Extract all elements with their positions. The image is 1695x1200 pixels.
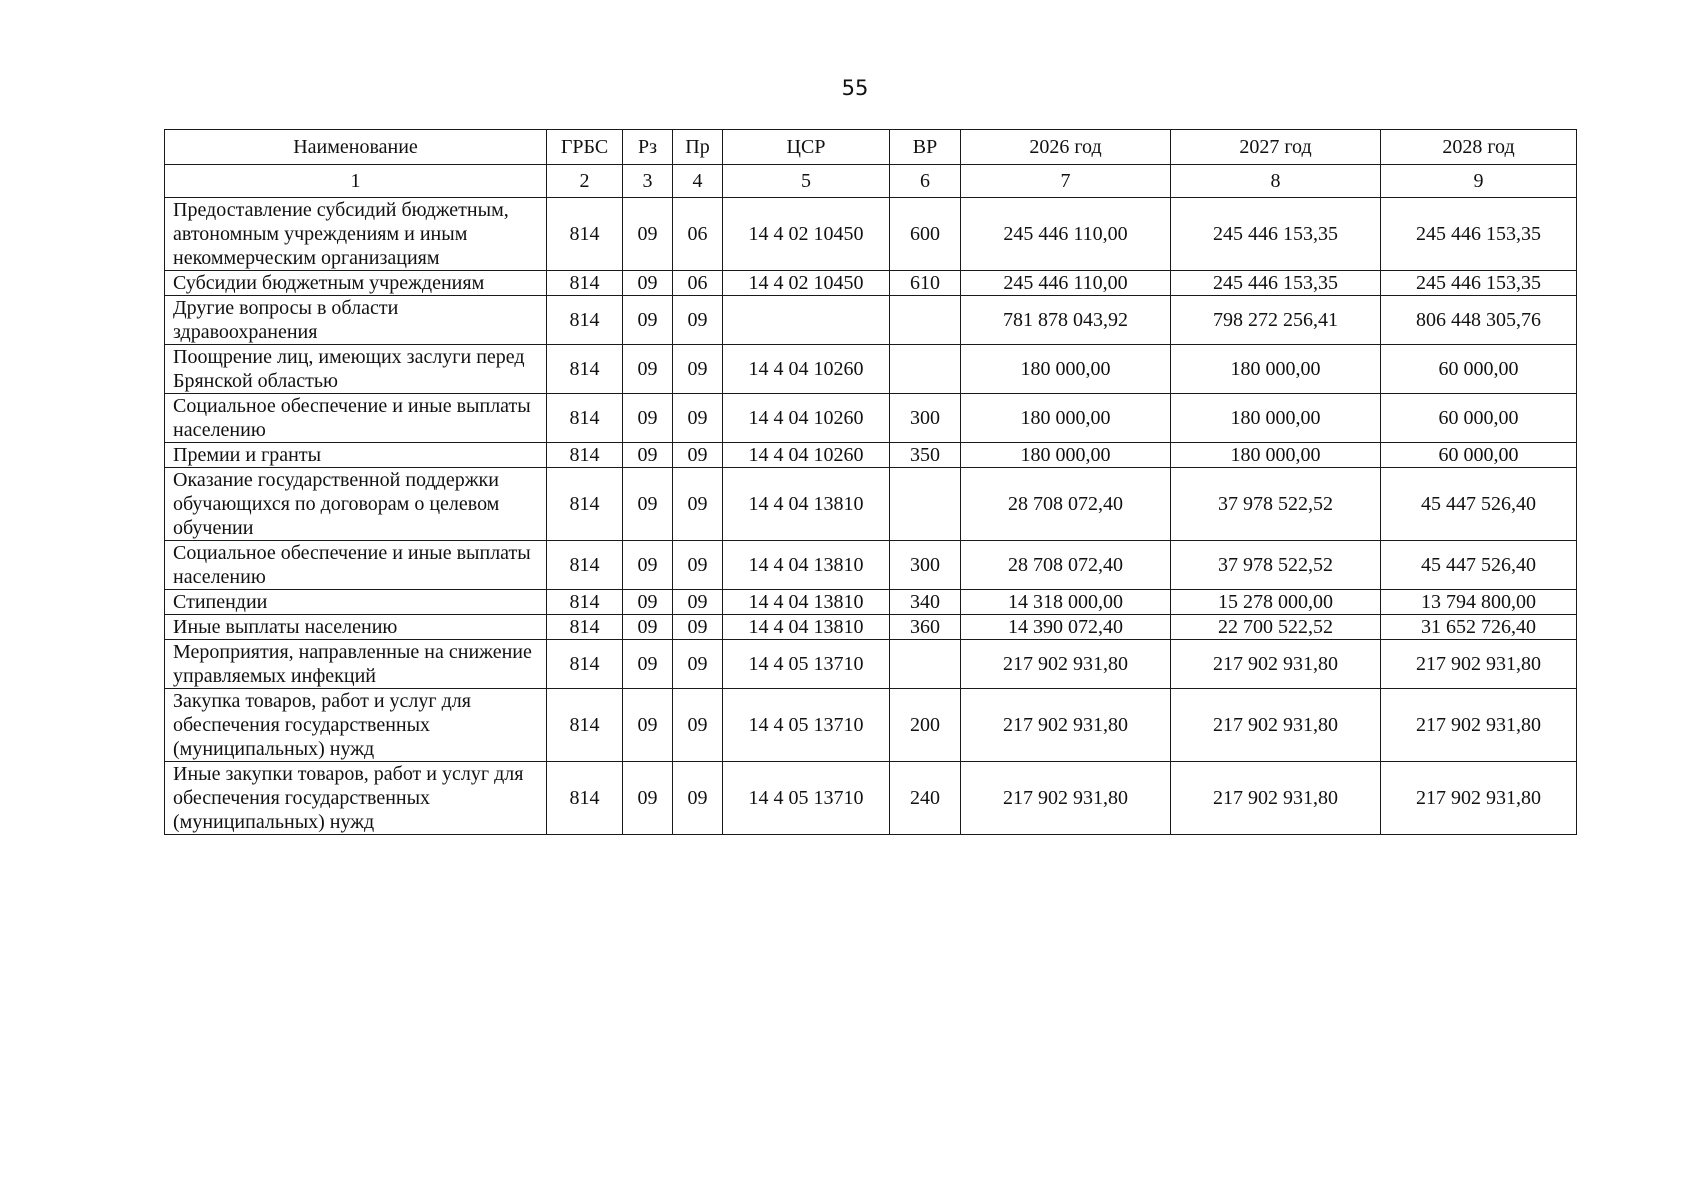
row-pr: 06 bbox=[673, 198, 723, 271]
row-amount-2027: 180 000,00 bbox=[1171, 394, 1381, 443]
row-rz: 09 bbox=[623, 615, 673, 640]
row-amount-2027: 37 978 522,52 bbox=[1171, 541, 1381, 590]
row-vr: 340 bbox=[890, 590, 961, 615]
row-vr: 240 bbox=[890, 762, 961, 835]
row-amount-2027: 217 902 931,80 bbox=[1171, 762, 1381, 835]
row-name: Мероприятия, направленные на снижение управляемых инфекций bbox=[165, 640, 547, 689]
column-number: 4 bbox=[673, 165, 723, 198]
row-amount-2028: 13 794 800,00 bbox=[1381, 590, 1577, 615]
table-body bbox=[165, 198, 1577, 835]
row-pr: 09 bbox=[673, 394, 723, 443]
row-vr: 200 bbox=[890, 689, 961, 762]
row-pr: 06 bbox=[673, 271, 723, 296]
row-amount-2026: 217 902 931,80 bbox=[961, 689, 1171, 762]
row-pr: 09 bbox=[673, 345, 723, 394]
row-grbs: 814 bbox=[547, 198, 623, 271]
table-row bbox=[165, 198, 1577, 271]
row-grbs: 814 bbox=[547, 468, 623, 541]
row-rz: 09 bbox=[623, 345, 673, 394]
row-amount-2027: 22 700 522,52 bbox=[1171, 615, 1381, 640]
row-vr: 600 bbox=[890, 198, 961, 271]
row-csr: 14 4 04 13810 bbox=[723, 590, 890, 615]
table-row bbox=[165, 296, 1577, 345]
table-row bbox=[165, 271, 1577, 296]
row-grbs: 814 bbox=[547, 615, 623, 640]
row-name: Социальное обеспечение и иные выплаты населению bbox=[165, 541, 547, 590]
row-amount-2028: 806 448 305,76 bbox=[1381, 296, 1577, 345]
row-csr: 14 4 04 13810 bbox=[723, 468, 890, 541]
row-amount-2028: 31 652 726,40 bbox=[1381, 615, 1577, 640]
row-vr bbox=[890, 640, 961, 689]
row-grbs: 814 bbox=[547, 689, 623, 762]
row-rz: 09 bbox=[623, 443, 673, 468]
row-pr: 09 bbox=[673, 296, 723, 345]
row-csr: 14 4 04 13810 bbox=[723, 541, 890, 590]
header-vr: ВР bbox=[890, 130, 961, 165]
row-grbs: 814 bbox=[547, 541, 623, 590]
row-csr: 14 4 05 13710 bbox=[723, 762, 890, 835]
row-amount-2028: 245 446 153,35 bbox=[1381, 198, 1577, 271]
header-pr: Пр bbox=[673, 130, 723, 165]
column-number: 3 bbox=[623, 165, 673, 198]
row-amount-2027: 217 902 931,80 bbox=[1171, 689, 1381, 762]
row-amount-2027: 245 446 153,35 bbox=[1171, 198, 1381, 271]
row-amount-2026: 14 318 000,00 bbox=[961, 590, 1171, 615]
row-rz: 09 bbox=[623, 541, 673, 590]
row-pr: 09 bbox=[673, 443, 723, 468]
row-amount-2027: 798 272 256,41 bbox=[1171, 296, 1381, 345]
row-amount-2026: 781 878 043,92 bbox=[961, 296, 1171, 345]
table-row bbox=[165, 640, 1577, 689]
row-rz: 09 bbox=[623, 590, 673, 615]
table-row bbox=[165, 590, 1577, 615]
row-grbs: 814 bbox=[547, 271, 623, 296]
header-rz: Рз bbox=[623, 130, 673, 165]
row-csr: 14 4 04 10260 bbox=[723, 394, 890, 443]
row-amount-2026: 28 708 072,40 bbox=[961, 541, 1171, 590]
row-amount-2026: 217 902 931,80 bbox=[961, 762, 1171, 835]
row-amount-2026: 28 708 072,40 bbox=[961, 468, 1171, 541]
header-csr: ЦСР bbox=[723, 130, 890, 165]
row-rz: 09 bbox=[623, 296, 673, 345]
row-pr: 09 bbox=[673, 590, 723, 615]
row-amount-2028: 45 447 526,40 bbox=[1381, 468, 1577, 541]
row-amount-2027: 180 000,00 bbox=[1171, 443, 1381, 468]
row-csr bbox=[723, 296, 890, 345]
row-amount-2028: 217 902 931,80 bbox=[1381, 762, 1577, 835]
row-amount-2026: 180 000,00 bbox=[961, 345, 1171, 394]
row-name: Социальное обеспечение и иные выплаты населению bbox=[165, 394, 547, 443]
row-amount-2027: 37 978 522,52 bbox=[1171, 468, 1381, 541]
row-name: Иные закупки товаров, работ и услуг для обеспечения государственных (муниципальных) нужд bbox=[165, 762, 547, 835]
table-row bbox=[165, 615, 1577, 640]
row-amount-2028: 217 902 931,80 bbox=[1381, 689, 1577, 762]
row-amount-2028: 60 000,00 bbox=[1381, 394, 1577, 443]
table-row bbox=[165, 394, 1577, 443]
column-number-row bbox=[165, 165, 1577, 198]
row-grbs: 814 bbox=[547, 345, 623, 394]
table-row bbox=[165, 468, 1577, 541]
row-name: Оказание государственной поддержки обучающихся по договорам о целевом обучении bbox=[165, 468, 547, 541]
row-rz: 09 bbox=[623, 468, 673, 541]
row-amount-2026: 245 446 110,00 bbox=[961, 271, 1171, 296]
row-name: Иные выплаты населению bbox=[165, 615, 547, 640]
column-number: 7 bbox=[961, 165, 1171, 198]
row-rz: 09 bbox=[623, 271, 673, 296]
row-name: Поощрение лиц, имеющих заслуги перед Брянской областью bbox=[165, 345, 547, 394]
table-row bbox=[165, 345, 1577, 394]
row-vr bbox=[890, 345, 961, 394]
row-vr: 350 bbox=[890, 443, 961, 468]
row-pr: 09 bbox=[673, 640, 723, 689]
row-amount-2026: 217 902 931,80 bbox=[961, 640, 1171, 689]
row-pr: 09 bbox=[673, 468, 723, 541]
column-number: 6 bbox=[890, 165, 961, 198]
row-vr bbox=[890, 468, 961, 541]
row-grbs: 814 bbox=[547, 296, 623, 345]
row-csr: 14 4 02 10450 bbox=[723, 271, 890, 296]
header-row bbox=[165, 130, 1577, 165]
row-rz: 09 bbox=[623, 689, 673, 762]
row-amount-2028: 217 902 931,80 bbox=[1381, 640, 1577, 689]
row-name: Стипендии bbox=[165, 590, 547, 615]
row-amount-2027: 180 000,00 bbox=[1171, 345, 1381, 394]
row-csr: 14 4 04 10260 bbox=[723, 345, 890, 394]
row-vr: 360 bbox=[890, 615, 961, 640]
row-vr: 300 bbox=[890, 394, 961, 443]
row-csr: 14 4 02 10450 bbox=[723, 198, 890, 271]
row-amount-2027: 217 902 931,80 bbox=[1171, 640, 1381, 689]
row-amount-2028: 60 000,00 bbox=[1381, 345, 1577, 394]
row-amount-2026: 14 390 072,40 bbox=[961, 615, 1171, 640]
table-row bbox=[165, 689, 1577, 762]
column-number: 2 bbox=[547, 165, 623, 198]
header-name: Наименование bbox=[165, 130, 547, 165]
row-amount-2026: 245 446 110,00 bbox=[961, 198, 1171, 271]
table-row bbox=[165, 762, 1577, 835]
row-rz: 09 bbox=[623, 198, 673, 271]
column-number: 8 bbox=[1171, 165, 1381, 198]
row-amount-2026: 180 000,00 bbox=[961, 443, 1171, 468]
header-grbs: ГРБС bbox=[547, 130, 623, 165]
header-2028: 2028 год bbox=[1381, 130, 1577, 165]
page-number: 55 bbox=[841, 76, 869, 100]
row-name: Закупка товаров, работ и услуг для обеспечения государственных (муниципальных) нужд bbox=[165, 689, 547, 762]
row-name: Другие вопросы в области здравоохранения bbox=[165, 296, 547, 345]
table-row bbox=[165, 443, 1577, 468]
row-name: Премии и гранты bbox=[165, 443, 547, 468]
row-csr: 14 4 04 10260 bbox=[723, 443, 890, 468]
table-row bbox=[165, 541, 1577, 590]
row-rz: 09 bbox=[623, 640, 673, 689]
row-pr: 09 bbox=[673, 615, 723, 640]
header-2026: 2026 год bbox=[961, 130, 1171, 165]
row-grbs: 814 bbox=[547, 443, 623, 468]
row-amount-2027: 245 446 153,35 bbox=[1171, 271, 1381, 296]
row-vr: 300 bbox=[890, 541, 961, 590]
row-csr: 14 4 04 13810 bbox=[723, 615, 890, 640]
row-amount-2027: 15 278 000,00 bbox=[1171, 590, 1381, 615]
row-csr: 14 4 05 13710 bbox=[723, 640, 890, 689]
row-csr: 14 4 05 13710 bbox=[723, 689, 890, 762]
row-vr: 610 bbox=[890, 271, 961, 296]
column-number: 5 bbox=[723, 165, 890, 198]
column-number: 1 bbox=[165, 165, 547, 198]
row-amount-2028: 245 446 153,35 bbox=[1381, 271, 1577, 296]
budget-table bbox=[164, 129, 1577, 835]
column-number: 9 bbox=[1381, 165, 1577, 198]
row-grbs: 814 bbox=[547, 762, 623, 835]
row-grbs: 814 bbox=[547, 394, 623, 443]
row-rz: 09 bbox=[623, 394, 673, 443]
row-rz: 09 bbox=[623, 762, 673, 835]
row-grbs: 814 bbox=[547, 640, 623, 689]
row-pr: 09 bbox=[673, 689, 723, 762]
row-vr bbox=[890, 296, 961, 345]
row-grbs: 814 bbox=[547, 590, 623, 615]
row-name: Предоставление субсидий бюджетным, автономным учреждениям и иным некоммерческим организациям bbox=[165, 198, 547, 271]
row-name: Субсидии бюджетным учреждениям bbox=[165, 271, 547, 296]
row-amount-2028: 45 447 526,40 bbox=[1381, 541, 1577, 590]
header-2027: 2027 год bbox=[1171, 130, 1381, 165]
row-pr: 09 bbox=[673, 762, 723, 835]
row-amount-2026: 180 000,00 bbox=[961, 394, 1171, 443]
row-pr: 09 bbox=[673, 541, 723, 590]
row-amount-2028: 60 000,00 bbox=[1381, 443, 1577, 468]
